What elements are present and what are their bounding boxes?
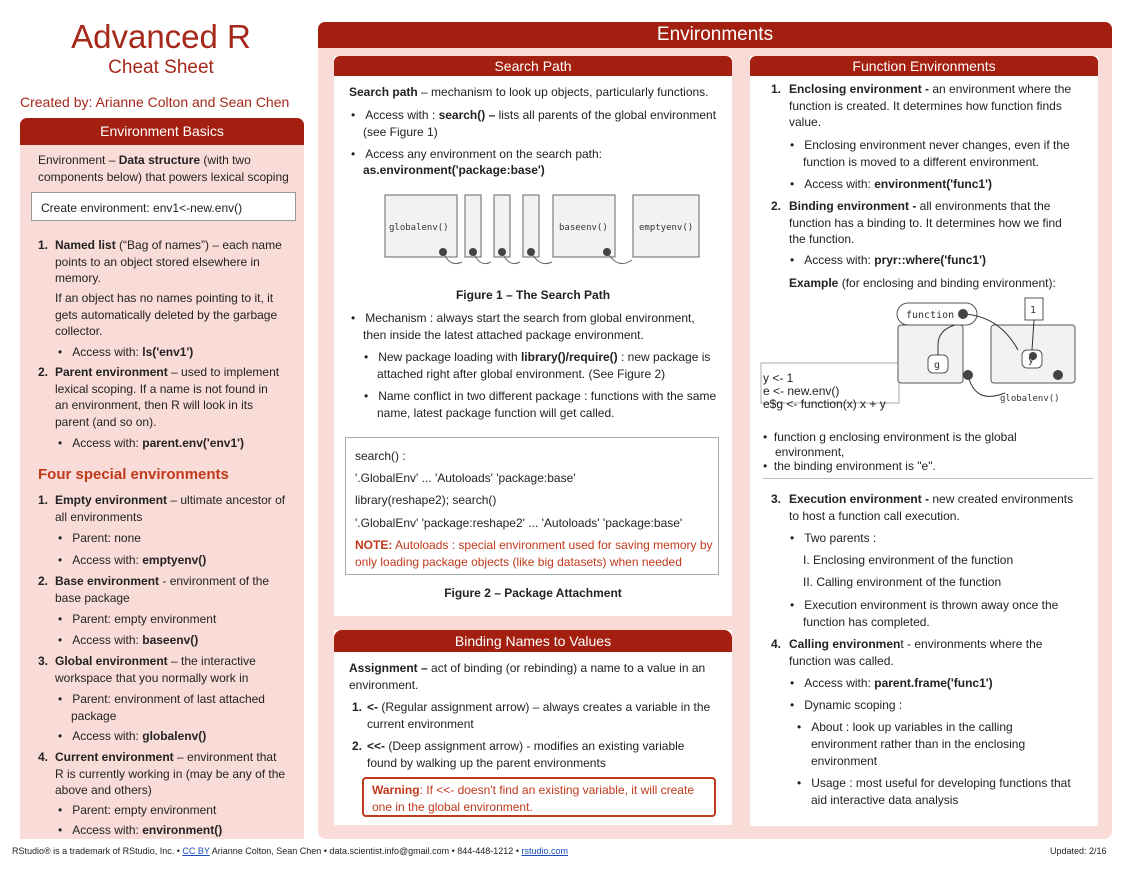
empty-env: Empty environment – ultimate ancestor of — [55, 493, 286, 507]
gc-text-1: If an object has no names pointing to it, it — [55, 291, 274, 305]
two-parents-ii: II. Calling environment of the function — [803, 575, 1002, 589]
binding-env-3: the function. — [789, 232, 855, 246]
mechanism-2: then inside the latest attached package environment. — [363, 328, 644, 342]
two-parents-i: I. Enclosing environment of the function — [803, 553, 1014, 567]
create-env-box: Create environment: env1<-new.env() — [31, 192, 296, 221]
env-intro-2: components below) that powers lexical scoping — [38, 170, 289, 184]
code-line-3: library(reshape2); search() — [355, 493, 497, 507]
four-special-heading: Four special environments — [38, 466, 229, 483]
ls-access: • Access with: ls('env1') — [58, 345, 194, 359]
warning-text: Warning: If <<- doesn't find an existing variable, it will create — [372, 783, 694, 797]
enclosing-env-3: value. — [789, 115, 822, 129]
enclosing-env-2: function is created. It determines how function finds — [789, 99, 1062, 113]
dyn-usage: • Usage : most useful for developing functions that — [797, 776, 1071, 790]
thrown-away-2: function has completed. — [803, 615, 930, 629]
divider — [763, 478, 1093, 479]
assign-regular-2: current environment — [367, 717, 474, 731]
name-conflict: • Name conflict in two different package : functions with the same — [364, 389, 717, 403]
assign-deep-2: found by walking up the parent environments — [367, 756, 606, 770]
new-package: • New package loading with library()/require() : new package is — [364, 350, 711, 364]
named-list-3: memory. — [55, 271, 101, 285]
autoloads-note: NOTE: Autoloads : special environment used for saving memory by — [355, 538, 713, 552]
global-env-parent-2: package — [71, 709, 117, 723]
dynamic-scoping: • Dynamic scoping : — [790, 698, 903, 712]
page-title: Advanced R — [71, 18, 251, 55]
empty-env-2: all environments — [55, 510, 143, 524]
gc-text-2: gets automatically deleted by the garbage — [55, 308, 278, 322]
gc-text-3: collector. — [55, 324, 103, 338]
search-access-2: (see Figure 1) — [363, 125, 438, 139]
mechanism: • Mechanism : always start the search from global environment, — [351, 311, 695, 325]
base-env-access: • Access with: baseenv() — [58, 633, 199, 647]
dyn-about-3: environment — [811, 754, 878, 768]
fig-baseenv-label: baseenv() — [559, 223, 608, 233]
base-env-2: base package — [55, 591, 130, 605]
assignment-def: Assignment – act of binding (or rebinding) a name to a value in an — [349, 661, 706, 675]
binding-env-2: function has a binding to. It determines how we find — [789, 216, 1062, 230]
global-env-2: workspace that you normally work in — [55, 671, 249, 685]
current-env-access: • Access with: environment() — [58, 823, 223, 837]
empty-env-access: • Access with: emptyenv() — [58, 553, 207, 567]
parent-env-2: lexical scoping. If a name is not found in — [55, 382, 268, 396]
calling-access: • Access with: parent.frame('func1') — [790, 676, 993, 690]
current-env: Current environment – environment that — [55, 750, 277, 764]
calling-env-2: function was called. — [789, 654, 894, 668]
binding-env: Binding environment - all environments that the — [789, 199, 1051, 213]
enclosing-note-2: • the binding environment is "e". — [763, 459, 936, 473]
base-env-parent: • Parent: empty environment — [58, 612, 217, 626]
two-parents: • Two parents : — [790, 531, 877, 545]
rstudio-link[interactable]: rstudio.com — [521, 846, 568, 856]
figure1-caption: Figure 1 – The Search Path — [455, 288, 611, 302]
autoloads-note-2: only loading package objects (like big datasets) when needed — [355, 555, 682, 569]
binding-header: Binding Names to Values — [334, 630, 732, 652]
fe-4-num: 4. — [771, 637, 782, 651]
assign-1-num: 1. — [352, 700, 363, 714]
parent-env: Parent environment – used to implement — [55, 365, 280, 379]
parent-env-num: 2. — [38, 365, 49, 379]
parent-env-access: • Access with: parent.env('env1') — [58, 436, 244, 450]
figure2-caption: Figure 2 – Package Attachment — [444, 586, 622, 600]
example-label: Example (for enclosing and binding environment): — [789, 276, 1056, 290]
fig-emptyenv-label: emptyenv() — [639, 223, 694, 233]
assign-deep: <<- (Deep assignment arrow) - modifies an existing variable — [367, 739, 685, 753]
global-env-access: • Access with: globalenv() — [58, 729, 207, 743]
named-list-2: points to an object stored elsewhere in — [55, 255, 260, 269]
code-line-2: '.GlobalEnv' ... 'Autoloads' 'package:base' — [355, 471, 576, 485]
diagram-y-label: y — [1028, 355, 1035, 366]
function-env-header: Function Environments — [750, 56, 1098, 76]
current-env-3: above and others) — [55, 783, 152, 797]
diagram-g-label: g — [934, 360, 941, 371]
search-any-2: as.environment('package:base') — [363, 163, 545, 177]
named-list-num: 1. — [38, 238, 49, 252]
env-basics-header: Environment Basics — [20, 118, 304, 145]
global-env: Global environment – the interactive — [55, 654, 256, 668]
search-any: • Access any environment on the search path: — [351, 147, 603, 161]
global-env-parent: • Parent: environment of last attached — [58, 692, 265, 706]
example-code: y <- 1 e <- new.env() e$g <- function(x) x + y — [763, 372, 886, 411]
fe-1-num: 1. — [771, 82, 782, 96]
diagram-one-label: 1 — [1030, 305, 1037, 316]
current-env-2: R is currently working in (may be any of the — [55, 767, 286, 781]
empty-env-parent: • Parent: none — [58, 531, 141, 545]
empty-env-num: 1. — [38, 493, 49, 507]
page-subtitle: Cheat Sheet — [108, 57, 214, 78]
current-env-parent: • Parent: empty environment — [58, 803, 217, 817]
current-env-num: 4. — [38, 750, 49, 764]
base-env-num: 2. — [38, 574, 49, 588]
env-intro: Environment – Data structure (with two — [38, 153, 251, 167]
enclosing-never: • Enclosing environment never changes, even if the — [790, 138, 1070, 152]
enclosing-env: Enclosing environment - an environment where the — [789, 82, 1072, 96]
cc-by-link[interactable]: CC BY — [182, 846, 210, 856]
environments-header: Environments — [318, 22, 1112, 48]
footer: RStudio® is a trademark of RStudio, Inc. • CC BY Arianne Colton, Sean Chen • data.scientist.info@gmail.com • 844-448-1212 • rstudio.com — [12, 846, 568, 856]
enclosing-access: • Access with: environment('func1') — [790, 177, 992, 191]
warning-text-2: one in the global environment. — [372, 800, 533, 814]
name-conflict-2: name, latest package function will get called. — [377, 406, 615, 420]
assign-2-num: 2. — [352, 739, 363, 753]
dyn-about: • About : look up variables in the calling — [797, 720, 1013, 734]
parent-env-4: parent (and so on). — [55, 415, 157, 429]
authors: Created by: Arianne Colton and Sean Chen — [20, 94, 290, 110]
fe-3-num: 3. — [771, 492, 782, 506]
fe-2-num: 2. — [771, 199, 782, 213]
search-access: • Access with : search() – lists all parents of the global environment — [351, 108, 717, 122]
enclosing-note-1: • function g enclosing environment is the global — [763, 430, 1017, 444]
parent-env-3: an environment, then R will look in its — [55, 398, 254, 412]
diagram-globalenv-label: globalenv() — [1000, 394, 1060, 404]
calling-env: Calling environment - environments where the — [789, 637, 1043, 651]
code-line-1: search() : — [355, 449, 406, 463]
code-line-4: '.GlobalEnv' 'package:reshape2' ... 'Autoloads' 'package:base' — [355, 516, 683, 530]
diagram-function-label: function — [906, 310, 955, 321]
named-list: Named list (“Bag of names”) – each name — [55, 238, 282, 252]
enclosing-never-2: function is moved to a different environment. — [803, 155, 1039, 169]
search-path-header: Search Path — [334, 56, 732, 76]
dyn-about-2: environment rather than in the enclosing — [811, 737, 1026, 751]
binding-access: • Access with: pryr::where('func1') — [790, 253, 986, 267]
updated-date: Updated: 2/16 — [1050, 846, 1107, 856]
thrown-away: • Execution environment is thrown away once the — [790, 598, 1059, 612]
search-path-diagram — [380, 190, 710, 272]
new-package-2: attached right after global environment. (See Figure 2) — [377, 367, 666, 381]
search-path-def: Search path – mechanism to look up objects, particularly functions. — [349, 85, 709, 99]
base-env: Base environment - environment of the — [55, 574, 270, 588]
fig-globalenv-label: globalenv() — [389, 223, 449, 233]
execution-env-2: to host a function call execution. — [789, 509, 960, 523]
execution-env: Execution environment - new created environments — [789, 492, 1074, 506]
assignment-def-2: environment. — [349, 678, 419, 692]
assign-regular: <- (Regular assignment arrow) – always creates a variable in the — [367, 700, 711, 714]
dyn-usage-2: aid interactive data analysis — [811, 793, 959, 807]
global-env-num: 3. — [38, 654, 49, 668]
enclosing-note-1b: environment, — [775, 445, 845, 459]
